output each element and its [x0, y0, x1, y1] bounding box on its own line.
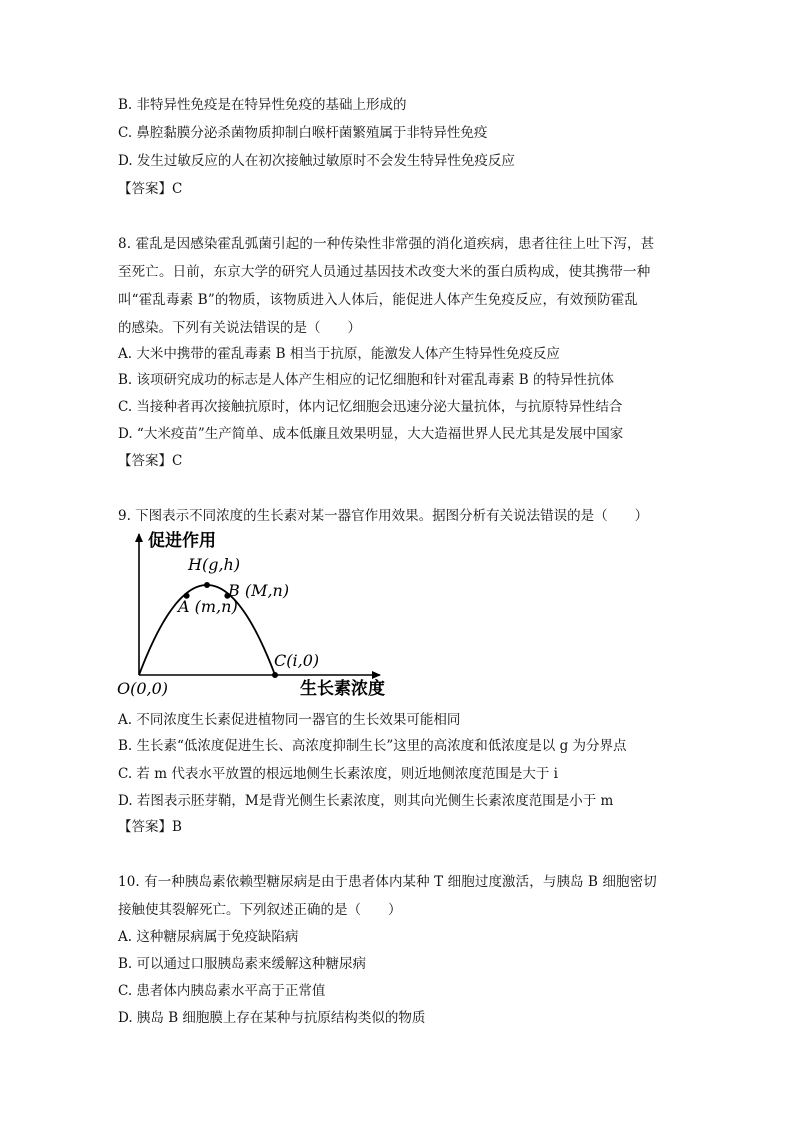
q8-stem-line3: 叫“霍乱毒素 B”的物质，该物质进入人体后，能促进人体产生免疫反应，有效预防霍乱: [118, 292, 639, 308]
q9-option-a: A. 不同浓度生长素促进植物同一器官的生长效果可能相同: [118, 712, 461, 728]
q10-option-c: C. 患者体内胰岛素水平高于正常值: [118, 983, 326, 999]
q9-option-d: D. 若图表示胚芽鞘，M是背光侧生长素浓度，则其向光侧生长素浓度范围是小于 m: [118, 793, 614, 809]
q8-option-a: A. 大米中携带的霍乱毒素 B 相当于抗原，能激发人体产生特异性免疫反应: [118, 346, 560, 362]
q8-option-c: C. 当接种者再次接触抗原时，体内记忆细胞会迅速分泌大量抗体，与抗原特异性结合: [118, 399, 623, 415]
q8-stem-line2: 至死亡。日前，东京大学的研究人员通过基因技术改变大米的蛋白质构成，使其携带一种: [118, 264, 651, 280]
q7-answer: 【答案】C: [118, 181, 183, 197]
x-axis-label: 生长素浓度: [300, 679, 385, 699]
q7-option-d: D. 发生过敏反应的人在初次接触过敏原时不会发生特异性免疫反应: [118, 153, 515, 169]
point-c-label: C(i,0): [274, 651, 320, 670]
origin-label: O(0,0): [117, 679, 169, 698]
point-c-marker: [272, 672, 278, 678]
q10-option-a: A. 这种糖尿病属于免疫缺陷病: [118, 929, 299, 945]
q10-stem-line2: 接触使其裂解死亡。下列叙述正确的是（ ）: [118, 902, 402, 918]
q8-option-d: D. “大米疫苗”生产简单、成本低廉且效果明显，大大造福世界人民尤其是发展中国家: [118, 426, 624, 442]
q8-stem-line1: 8. 霍乱是因感染霍乱弧菌引起的一种传染性非常强的消化道疾病，患者往往上吐下泻，甚: [118, 236, 655, 252]
q9-stem: 9. 下图表示不同浓度的生长素对某一器官作用效果。据图分析有关说法错误的是（ ）: [118, 508, 649, 524]
q10-stem-line1: 10. 有一种胰岛素依赖型糖尿病是由于患者体内某种 T 细胞过度激活，与胰岛 B 细胞密切: [118, 874, 657, 890]
point-h-marker: [204, 582, 210, 588]
q9-answer: 【答案】B: [118, 819, 182, 835]
y-axis-label: 促进作用: [148, 531, 216, 551]
q8-option-b: B. 该项研究成功的标志是人体产生相应的记忆细胞和针对霍乱毒素 B 的特异性抗体: [118, 372, 615, 388]
q7-option-b: B. 非特异性免疫是在特异性免疫的基础上形成的: [118, 97, 407, 113]
q9-option-b: B. 生长素“低浓度促进生长、高浓度抑制生长”这里的高浓度和低浓度是以 g 为分界点: [118, 738, 627, 754]
q8-stem-line4: 的感染。下列有关说法错误的是（ ）: [118, 320, 361, 336]
q8-answer: 【答案】C: [118, 453, 183, 469]
auxin-effect-chart: [112, 528, 412, 703]
q9-option-c: C. 若 m 代表水平放置的根远地侧生长素浓度，则近地侧浓度范围是大于 i: [118, 766, 558, 782]
point-a-label: A (m,n): [178, 597, 238, 616]
q7-option-c: C. 鼻腔黏膜分泌杀菌物质抑制白喉杆菌繁殖属于非特异性免疫: [118, 125, 488, 141]
point-b-label: B (M,n): [228, 581, 290, 600]
q10-option-b: B. 可以通过口服胰岛素来缓解这种糖尿病: [118, 956, 367, 972]
q10-option-d: D. 胰岛 B 细胞膜上存在某种与抗原结构类似的物质: [118, 1010, 426, 1026]
point-h-label: H(g,h): [188, 555, 241, 574]
